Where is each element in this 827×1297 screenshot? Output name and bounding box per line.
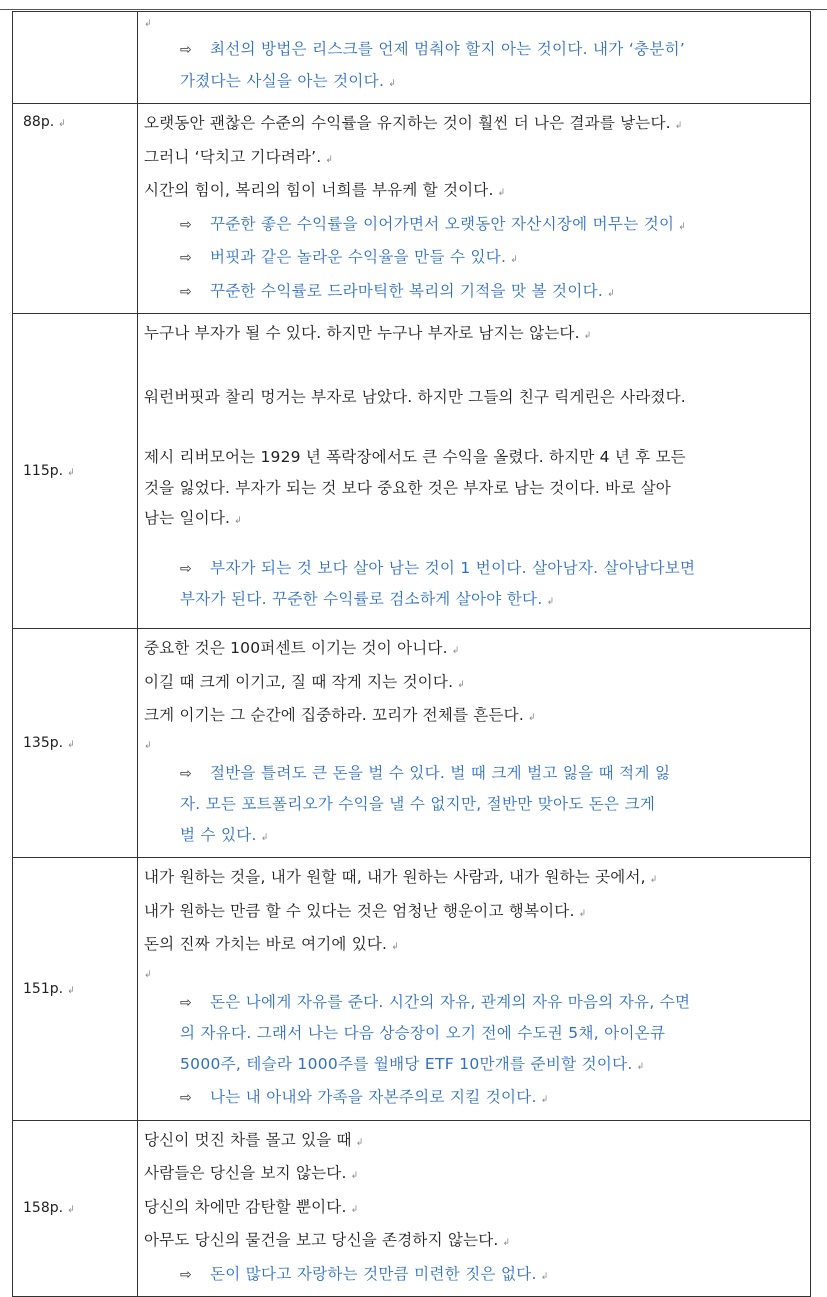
table-row: [13, 1120, 811, 1297]
table-row: [13, 629, 811, 858]
table-row: [13, 104, 811, 314]
note-line: 제시 리버모어는 1929 년 폭락장에서도 큰 수익을 올렸다. 하지만 4 년 후 모든: [144, 448, 686, 466]
page-number-cell: 151p. ↲: [13, 858, 138, 1121]
note-cell[interactable]: [138, 12, 811, 104]
note-line: 사람들은 당신을 보지 않는다. ↲: [144, 1164, 359, 1182]
highlight-note: ⇨ 최선의 방법은 리스크를 언제 멈춰야 할지 아는 것이다. 내가 ‘충분히’ 가졌다는 사실을 아는 것이다. ↲: [144, 34, 802, 99]
note-line: 워런버핏과 찰리 멍거는 부자로 남았다. 하지만 그들의 친구 릭게린은 사라졌다.: [144, 387, 686, 406]
page-number-cell: 135p. ↲: [13, 629, 138, 858]
arrow-icon: ⇨: [180, 994, 193, 1011]
note-cell[interactable]: [138, 314, 811, 629]
note-line: 중요한 것은 100퍼센트 이기는 것이 아니다. ↲: [144, 639, 460, 657]
arrow-icon: ⇨: [180, 250, 193, 266]
arrow-icon: ⇨: [180, 1090, 193, 1106]
page-number-cell: [13, 12, 138, 104]
arrow-icon: ⇨: [180, 1266, 193, 1283]
paragraph-mark: ↲: [144, 969, 152, 980]
note-line: 시간의 힘이, 복리의 힘이 너희를 부유케 할 것이다. ↲: [144, 181, 506, 199]
note-line: 그러니 ‘닥치고 기다려라’. ↲: [144, 147, 334, 166]
arrow-icon: ⇨: [180, 765, 193, 782]
arrow-icon: ⇨: [180, 560, 193, 577]
note-cell[interactable]: [138, 629, 811, 858]
page-number-cell: 115p. ↲: [13, 314, 138, 629]
table-row: [13, 858, 811, 1121]
note-cell[interactable]: [138, 104, 811, 314]
arrow-icon: ⇨: [180, 216, 193, 233]
note-line: 것을 잃었다. 부자가 되는 것 보다 중요한 것은 부자로 남는 것이다. 바로 살아: [144, 478, 671, 497]
page-top-rule: [0, 9, 827, 10]
highlight-note: ⇨ 절반을 틀려도 큰 돈을 벌 수 있다. 벌 때 크게 벌고 잃을 때 적게 잃 자. 모든 포트폴리오가 수익을 낼 수 없지만, 절반만 맞아도 돈은 크게 벌 수 있다. ↲: [144, 758, 802, 854]
highlight-note: ⇨ 버핏과 같은 놀라운 수익율을 만들 수 있다. ↲: [144, 242, 802, 276]
paragraph-mark: ↲: [144, 19, 152, 29]
page-number-cell: 158p. ↲: [13, 1120, 138, 1297]
note-line: 돈의 진짜 가치는 바로 여기에 있다. ↲: [144, 935, 399, 953]
note-line: 크게 이기는 그 순간에 집중하라. 꼬리가 전체를 흔든다. ↲: [144, 706, 536, 724]
highlight-note: ⇨ 꾸준한 좋은 수익률을 이어가면서 오랫동안 자산시장에 머무는 것이 ↲: [144, 209, 802, 243]
highlight-note: ⇨ 꾸준한 수익률로 드라마틱한 복리의 기적을 맛 볼 것이다. ↲: [144, 276, 802, 310]
arrow-icon: ⇨: [180, 42, 193, 58]
note-cell[interactable]: [138, 858, 811, 1121]
note-line: 누구나 부자가 될 수 있다. 하지만 누구나 부자로 남지는 않는다. ↲: [144, 324, 592, 342]
paragraph-mark: ↲: [144, 740, 152, 751]
page-number-cell: 88p. ↲: [13, 104, 138, 314]
note-line: 당신의 차에만 감탄할 뿐이다. ↲: [144, 1197, 359, 1216]
note-line: 이길 때 크게 이기고, 질 때 작게 지는 것이다. ↲: [144, 672, 465, 691]
note-line: 남는 일이다. ↲: [144, 509, 242, 527]
highlight-note: ⇨ 나는 내 아내와 가족을 자본주의로 지킬 것이다. ↲: [144, 1082, 802, 1116]
highlight-note: ⇨ 부자가 되는 것 보다 살아 남는 것이 1 번이다. 살아남자. 살아남다보면 부자가 된다. 꾸준한 수익률로 검소하게 살아야 한다. ↲: [144, 553, 802, 618]
note-cell[interactable]: [138, 1120, 811, 1297]
note-line: 내가 원하는 것을, 내가 원할 때, 내가 원하는 사람과, 내가 원하는 곳에서, ↲: [144, 868, 658, 886]
note-line: 내가 원하는 만큼 할 수 있다는 것은 엄청난 행운이고 행복이다. ↲: [144, 901, 587, 920]
blank-line: [144, 537, 802, 553]
note-line: 당신이 멋진 차를 몰고 있을 때 ↲: [144, 1130, 364, 1149]
highlight-note: ⇨ 돈은 나에게 자유를 준다. 시간의 자유, 관계의 자유 마음의 자유, 수면 의 자유다. 그래서 나는 다음 상승장이 오기 전에 수도권 5채, 아이온큐 5000주, 테슬라 1000주를 월배당 ETF 10만개를 준비할 것이다. ↲: [144, 987, 802, 1083]
table-row: [13, 314, 811, 629]
blank-line: [144, 352, 802, 382]
blank-line: [144, 412, 802, 442]
table-row: [13, 12, 811, 104]
book-notes-table: [12, 11, 811, 1297]
highlight-note: ⇨ 돈이 많다고 자랑하는 것만큼 미련한 짓은 없다. ↲: [144, 1259, 802, 1293]
note-line: 아무도 당신의 물건을 보고 당신을 존경하지 않는다. ↲: [144, 1231, 511, 1249]
note-line: 오랫동안 괜찮은 수준의 수익률을 유지하는 것이 훨씬 더 나은 결과를 낳는다. ↲: [144, 114, 683, 132]
arrow-icon: ⇨: [180, 283, 193, 300]
